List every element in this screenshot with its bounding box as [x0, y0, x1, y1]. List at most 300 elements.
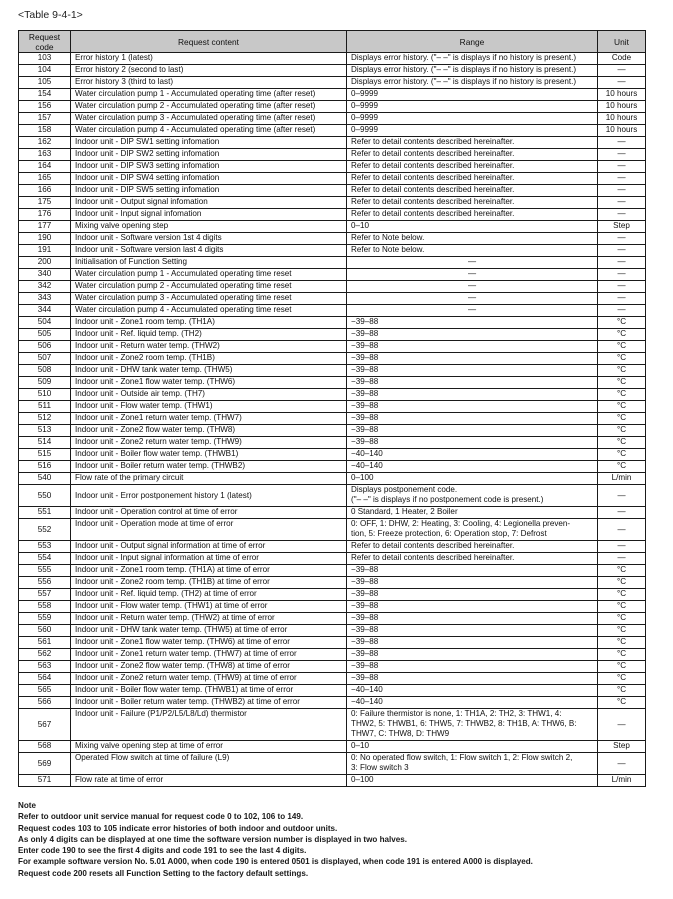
cell-request-content: Initialisation of Function Setting: [71, 257, 347, 269]
cell-unit: —: [598, 293, 646, 305]
cell-request-content: Indoor unit - Software version 1st 4 digits: [71, 233, 347, 245]
cell-request-content: Indoor unit - Zone1 room temp. (TH1A) at time of error: [71, 565, 347, 577]
cell-unit: °C: [598, 625, 646, 637]
cell-unit: —: [598, 137, 646, 149]
cell-unit: °C: [598, 697, 646, 709]
cell-request-code: 104: [19, 65, 71, 77]
cell-unit: °C: [598, 461, 646, 473]
cell-request-content: Indoor unit - Zone2 return water temp. (THW9) at time of error: [71, 673, 347, 685]
cell-request-content: Indoor unit - Ref. liquid temp. (TH2): [71, 329, 347, 341]
cell-request-code: 558: [19, 601, 71, 613]
cell-range: Refer to detail contents described hereinafter.: [347, 553, 598, 565]
cell-range: −39–88: [347, 437, 598, 449]
table-row: [19, 269, 646, 281]
cell-range: Refer to Note below.: [347, 245, 598, 257]
cell-range: −39–88: [347, 329, 598, 341]
cell-request-code: 571: [19, 775, 71, 787]
cell-range: Refer to detail contents described hereinafter.: [347, 149, 598, 161]
header-request-content: Request content: [71, 31, 347, 53]
cell-unit: —: [598, 65, 646, 77]
cell-range: Displays postponement code. ("– –" is displays if no postponement code is present.): [347, 485, 598, 507]
cell-request-content: Indoor unit - DHW tank water temp. (THW5): [71, 365, 347, 377]
cell-request-content: Error history 2 (second to last): [71, 65, 347, 77]
cell-request-content: Indoor unit - Boiler return water temp. (THWB2): [71, 461, 347, 473]
cell-request-code: 540: [19, 473, 71, 485]
cell-unit: —: [598, 281, 646, 293]
table-row: [19, 613, 646, 625]
cell-unit: °C: [598, 365, 646, 377]
cell-request-content: Indoor unit - Zone1 flow water temp. (THW6) at time of error: [71, 637, 347, 649]
cell-range: −39–88: [347, 613, 598, 625]
cell-request-content: Indoor unit - Boiler flow water temp. (THWB1) at time of error: [71, 685, 347, 697]
cell-range: −39–88: [347, 601, 598, 613]
cell-range: −39–88: [347, 637, 598, 649]
cell-request-content: Error history 3 (third to last): [71, 77, 347, 89]
table-row: [19, 473, 646, 485]
cell-unit: L/min: [598, 775, 646, 787]
cell-unit: —: [598, 173, 646, 185]
cell-request-content: Water circulation pump 1 - Accumulated operating time reset: [71, 269, 347, 281]
note-line: Request codes 103 to 105 indicate error histories of both indoor and outdoor units.: [18, 823, 338, 833]
cell-request-content: Flow rate of the primary circuit: [71, 473, 347, 485]
table-row: [19, 329, 646, 341]
cell-range: −39–88: [347, 625, 598, 637]
cell-range: Refer to detail contents described hereinafter.: [347, 209, 598, 221]
cell-request-content: Indoor unit - Operation control at time of error: [71, 507, 347, 519]
table-row: [19, 461, 646, 473]
cell-range: −40–140: [347, 685, 598, 697]
cell-request-code: 511: [19, 401, 71, 413]
cell-range: 0: OFF, 1: DHW, 2: Heating, 3: Cooling, 4: Legionella preven- tion, 5: Freeze protection, 6: Operation stop, 7: Defrost: [347, 519, 598, 541]
cell-unit: °C: [598, 661, 646, 673]
cell-request-content: Water circulation pump 2 - Accumulated operating time reset: [71, 281, 347, 293]
table-row: [19, 89, 646, 101]
cell-range: −39–88: [347, 401, 598, 413]
note-line: For example software version No. 5.01 A000, when code 190 is entered 0501 is displayed, when code 191 is entered A000 is displayed.: [18, 857, 533, 867]
cell-unit: Step: [598, 741, 646, 753]
cell-request-content: Indoor unit - Flow water temp. (THW1): [71, 401, 347, 413]
table-header-row: [19, 31, 646, 53]
cell-unit: °C: [598, 589, 646, 601]
cell-unit: °C: [598, 601, 646, 613]
note-line: Request code 200 resets all Function Setting to the factory default settings.: [18, 868, 309, 878]
cell-request-code: 165: [19, 173, 71, 185]
cell-unit: °C: [598, 649, 646, 661]
cell-unit: 10 hours: [598, 89, 646, 101]
cell-request-content: Indoor unit - DIP SW3 setting infomation: [71, 161, 347, 173]
cell-unit: —: [598, 305, 646, 317]
cell-unit: °C: [598, 637, 646, 649]
cell-request-content: Indoor unit - Zone2 room temp. (TH1B) at time of error: [71, 577, 347, 589]
cell-request-content: Indoor unit - Zone2 flow water temp. (THW8): [71, 425, 347, 437]
table-row: [19, 377, 646, 389]
cell-request-content: Indoor unit - Return water temp. (THW2) at time of error: [71, 613, 347, 625]
notes-section: [18, 800, 658, 879]
cell-range: Refer to detail contents described hereinafter.: [347, 161, 598, 173]
cell-range: −40–140: [347, 697, 598, 709]
cell-unit: °C: [598, 389, 646, 401]
cell-range: 0–10: [347, 221, 598, 233]
table-row: [19, 185, 646, 197]
cell-request-code: 514: [19, 437, 71, 449]
cell-request-content: Water circulation pump 2 - Accumulated operating time (after reset): [71, 101, 347, 113]
cell-request-content: Indoor unit - Output signal infomation: [71, 197, 347, 209]
cell-unit: Code: [598, 53, 646, 65]
table-row: [19, 649, 646, 661]
cell-request-code: 566: [19, 697, 71, 709]
table-row: [19, 113, 646, 125]
cell-request-code: 163: [19, 149, 71, 161]
cell-unit: —: [598, 269, 646, 281]
header-request-code-label: Request code: [28, 31, 61, 52]
cell-range: −39–88: [347, 425, 598, 437]
cell-request-code: 200: [19, 257, 71, 269]
cell-range: −39–88: [347, 589, 598, 601]
cell-request-content: Error history 1 (latest): [71, 53, 347, 65]
table-row: [19, 553, 646, 565]
cell-request-code: 553: [19, 541, 71, 553]
table-row: [19, 389, 646, 401]
cell-range: 0: No operated flow switch, 1: Flow switch 1, 2: Flow switch 2, 3: Flow switch 3: [347, 753, 598, 775]
cell-request-content: Indoor unit - Outside air temp. (TH7): [71, 389, 347, 401]
cell-unit: —: [598, 709, 646, 741]
cell-request-content: Indoor unit - Zone1 return water temp. (THW7): [71, 413, 347, 425]
cell-request-code: 105: [19, 77, 71, 89]
table-row: [19, 637, 646, 649]
table-row: [19, 449, 646, 461]
cell-request-code: 563: [19, 661, 71, 673]
cell-request-content: Indoor unit - Zone1 return water temp. (THW7) at time of error: [71, 649, 347, 661]
cell-unit: °C: [598, 673, 646, 685]
cell-request-code: 177: [19, 221, 71, 233]
table-row: [19, 245, 646, 257]
cell-unit: —: [598, 753, 646, 775]
cell-request-code: 166: [19, 185, 71, 197]
cell-request-content: Indoor unit - Operation mode at time of error: [71, 519, 347, 541]
cell-request-content: Indoor unit - Software version last 4 digits: [71, 245, 347, 257]
cell-unit: °C: [598, 377, 646, 389]
cell-request-code: 562: [19, 649, 71, 661]
cell-request-code: 569: [19, 753, 71, 775]
cell-range: 0–9999: [347, 101, 598, 113]
cell-unit: —: [598, 519, 646, 541]
cell-unit: —: [598, 257, 646, 269]
table-row: [19, 625, 646, 637]
cell-unit: —: [598, 77, 646, 89]
table-row: [19, 305, 646, 317]
cell-request-content: Indoor unit - Error postponement history 1 (latest): [71, 485, 347, 507]
table-row: [19, 281, 646, 293]
table-row: [19, 661, 646, 673]
cell-range: —: [347, 269, 598, 281]
note-line: Refer to outdoor unit service manual for request code 0 to 102, 106 to 149.: [18, 812, 304, 822]
cell-request-content: Water circulation pump 4 - Accumulated operating time (after reset): [71, 125, 347, 137]
cell-request-code: 504: [19, 317, 71, 329]
cell-unit: 10 hours: [598, 101, 646, 113]
cell-range: −39–88: [347, 341, 598, 353]
cell-request-code: 555: [19, 565, 71, 577]
table-row: [19, 413, 646, 425]
cell-request-code: 513: [19, 425, 71, 437]
table-row: [19, 697, 646, 709]
cell-range: Displays error history. ("– –" is displays if no history is present.): [347, 65, 598, 77]
cell-request-content: Indoor unit - Flow water temp. (THW1) at time of error: [71, 601, 347, 613]
cell-request-content: Indoor unit - Zone2 flow water temp. (THW8) at time of error: [71, 661, 347, 673]
cell-unit: —: [598, 185, 646, 197]
cell-request-code: 516: [19, 461, 71, 473]
table-row: [19, 293, 646, 305]
cell-unit: °C: [598, 613, 646, 625]
cell-unit: L/min: [598, 473, 646, 485]
cell-request-code: 506: [19, 341, 71, 353]
cell-unit: —: [598, 553, 646, 565]
table-row: [19, 101, 646, 113]
cell-request-content: Mixing valve opening step: [71, 221, 347, 233]
cell-request-content: Indoor unit - DIP SW5 setting infomation: [71, 185, 347, 197]
cell-request-code: 550: [19, 485, 71, 507]
table-row: [19, 519, 646, 541]
cell-range: Displays error history. ("– –" is displays if no history is present.): [347, 53, 598, 65]
table-row: [19, 437, 646, 449]
cell-unit: —: [598, 233, 646, 245]
cell-request-content: Indoor unit - Zone1 room temp. (TH1A): [71, 317, 347, 329]
cell-request-code: 162: [19, 137, 71, 149]
cell-request-content: Indoor unit - Zone2 room temp. (TH1B): [71, 353, 347, 365]
cell-unit: —: [598, 485, 646, 507]
table-row: [19, 233, 646, 245]
cell-range: −39–88: [347, 661, 598, 673]
header-request-code: [19, 31, 71, 53]
cell-range: 0–100: [347, 775, 598, 787]
cell-request-code: 508: [19, 365, 71, 377]
table-row: [19, 341, 646, 353]
table-row: [19, 257, 646, 269]
table-row: [19, 485, 646, 507]
cell-range: 0–9999: [347, 125, 598, 137]
cell-range: Refer to detail contents described hereinafter.: [347, 197, 598, 209]
cell-unit: —: [598, 197, 646, 209]
table-row: [19, 149, 646, 161]
cell-request-code: 103: [19, 53, 71, 65]
cell-request-content: Indoor unit - DIP SW2 setting infomation: [71, 149, 347, 161]
cell-request-content: Indoor unit - Return water temp. (THW2): [71, 341, 347, 353]
cell-request-code: 343: [19, 293, 71, 305]
cell-request-code: 559: [19, 613, 71, 625]
cell-unit: °C: [598, 565, 646, 577]
table-row: [19, 673, 646, 685]
table-row: [19, 197, 646, 209]
cell-request-code: 176: [19, 209, 71, 221]
cell-unit: —: [598, 161, 646, 173]
cell-request-code: 342: [19, 281, 71, 293]
cell-unit: 10 hours: [598, 113, 646, 125]
cell-range: −39–88: [347, 377, 598, 389]
cell-request-code: 554: [19, 553, 71, 565]
cell-request-code: 557: [19, 589, 71, 601]
cell-request-code: 190: [19, 233, 71, 245]
header-range: Range: [347, 31, 598, 53]
cell-request-code: 340: [19, 269, 71, 281]
cell-range: —: [347, 257, 598, 269]
cell-unit: °C: [598, 425, 646, 437]
cell-request-content: Indoor unit - Output signal information at time of error: [71, 541, 347, 553]
cell-unit: —: [598, 209, 646, 221]
cell-range: 0–100: [347, 473, 598, 485]
table-row: [19, 365, 646, 377]
cell-unit: °C: [598, 401, 646, 413]
cell-request-code: 556: [19, 577, 71, 589]
cell-request-content: Indoor unit - Input signal infomation: [71, 209, 347, 221]
cell-unit: —: [598, 541, 646, 553]
cell-request-code: 175: [19, 197, 71, 209]
cell-request-code: 344: [19, 305, 71, 317]
cell-range: 0–9999: [347, 89, 598, 101]
table-row: [19, 685, 646, 697]
cell-unit: —: [598, 507, 646, 519]
cell-request-code: 560: [19, 625, 71, 637]
table-row: [19, 209, 646, 221]
cell-range: Refer to detail contents described hereinafter.: [347, 185, 598, 197]
table-row: [19, 173, 646, 185]
cell-request-code: 512: [19, 413, 71, 425]
cell-unit: 10 hours: [598, 125, 646, 137]
cell-request-code: 191: [19, 245, 71, 257]
table-row: [19, 577, 646, 589]
table-row: [19, 125, 646, 137]
cell-request-content: Indoor unit - DHW tank water temp. (THW5) at time of error: [71, 625, 347, 637]
cell-request-content: Indoor unit - Input signal information at time of error: [71, 553, 347, 565]
cell-request-content: Mixing valve opening step at time of error: [71, 741, 347, 753]
cell-request-content: Indoor unit - DIP SW1 setting infomation: [71, 137, 347, 149]
table-row: [19, 507, 646, 519]
cell-request-code: 157: [19, 113, 71, 125]
cell-range: −39–88: [347, 389, 598, 401]
cell-range: −40–140: [347, 449, 598, 461]
cell-range: −39–88: [347, 577, 598, 589]
table-row: [19, 709, 646, 741]
cell-request-content: Water circulation pump 3 - Accumulated operating time reset: [71, 293, 347, 305]
table-row: [19, 741, 646, 753]
request-code-table: [18, 30, 646, 787]
cell-request-code: 552: [19, 519, 71, 541]
table-row: [19, 53, 646, 65]
cell-unit: °C: [598, 317, 646, 329]
cell-request-code: 164: [19, 161, 71, 173]
cell-request-code: 567: [19, 709, 71, 741]
cell-unit: Step: [598, 221, 646, 233]
cell-unit: °C: [598, 449, 646, 461]
note-line: Enter code 190 to see the first 4 digits and code 191 to see the last 4 digits.: [18, 846, 307, 856]
cell-request-code: 515: [19, 449, 71, 461]
table-row: [19, 753, 646, 775]
cell-range: 0–9999: [347, 113, 598, 125]
cell-request-content: Indoor unit - Boiler return water temp. (THWB2) at time of error: [71, 697, 347, 709]
cell-request-code: 510: [19, 389, 71, 401]
cell-range: −39–88: [347, 673, 598, 685]
table-row: [19, 161, 646, 173]
table-row: [19, 589, 646, 601]
cell-range: −39–88: [347, 365, 598, 377]
cell-range: Refer to detail contents described hereinafter.: [347, 173, 598, 185]
notes-title: Note: [18, 801, 36, 810]
cell-request-code: 158: [19, 125, 71, 137]
cell-request-code: 505: [19, 329, 71, 341]
cell-range: −40–140: [347, 461, 598, 473]
cell-unit: °C: [598, 353, 646, 365]
cell-range: −39–88: [347, 353, 598, 365]
cell-range: Displays error history. ("– –" is displays if no history is present.): [347, 77, 598, 89]
cell-request-content: Water circulation pump 1 - Accumulated operating time (after reset): [71, 89, 347, 101]
table-row: [19, 565, 646, 577]
cell-range: 0–10: [347, 741, 598, 753]
table-caption: <Table 9-4-1>: [18, 9, 83, 21]
table-body: [19, 53, 646, 787]
table-row: [19, 353, 646, 365]
cell-range: −39–88: [347, 413, 598, 425]
cell-range: Refer to detail contents described hereinafter.: [347, 137, 598, 149]
cell-range: Refer to Note below.: [347, 233, 598, 245]
table-row: [19, 425, 646, 437]
cell-request-content: Indoor unit - Ref. liquid temp. (TH2) at time of error: [71, 589, 347, 601]
table-row: [19, 65, 646, 77]
cell-range: 0: Failure thermistor is none, 1: TH1A, 2: TH2, 3: THW1, 4: THW2, 5: THWB1, 6: THW5, 7: THWB2, 8: TH1B, A: THW6, B: THW7, C: THW8, D: THW9: [347, 709, 598, 741]
table-row: [19, 601, 646, 613]
cell-request-code: 561: [19, 637, 71, 649]
cell-range: Refer to detail contents described hereinafter.: [347, 541, 598, 553]
table-row: [19, 77, 646, 89]
note-line: As only 4 digits can be displayed at one time the software version number is displayed in two halves.: [18, 834, 408, 844]
cell-request-content: Water circulation pump 3 - Accumulated operating time (after reset): [71, 113, 347, 125]
cell-range: —: [347, 281, 598, 293]
cell-unit: °C: [598, 329, 646, 341]
cell-range: 0 Standard, 1 Heater, 2 Boiler: [347, 507, 598, 519]
cell-request-code: 507: [19, 353, 71, 365]
cell-request-content: Indoor unit - Zone2 return water temp. (THW9): [71, 437, 347, 449]
table-row: [19, 401, 646, 413]
cell-request-code: 156: [19, 101, 71, 113]
cell-request-code: 509: [19, 377, 71, 389]
cell-request-content: Indoor unit - Boiler flow water temp. (THWB1): [71, 449, 347, 461]
cell-request-code: 564: [19, 673, 71, 685]
cell-request-content: Operated Flow switch at time of failure (L9): [71, 753, 347, 775]
cell-request-content: Flow rate at time of error: [71, 775, 347, 787]
cell-unit: °C: [598, 413, 646, 425]
table-row: [19, 221, 646, 233]
cell-unit: °C: [598, 437, 646, 449]
cell-range: —: [347, 305, 598, 317]
cell-range: −39–88: [347, 317, 598, 329]
cell-range: −39–88: [347, 565, 598, 577]
table-row: [19, 541, 646, 553]
cell-request-code: 568: [19, 741, 71, 753]
cell-unit: °C: [598, 685, 646, 697]
table-row: [19, 137, 646, 149]
cell-request-content: Indoor unit - DIP SW4 setting infomation: [71, 173, 347, 185]
cell-unit: —: [598, 149, 646, 161]
table-row: [19, 317, 646, 329]
cell-request-code: 154: [19, 89, 71, 101]
cell-request-code: 551: [19, 507, 71, 519]
header-unit: Unit: [598, 31, 646, 53]
cell-range: —: [347, 293, 598, 305]
cell-request-content: Indoor unit - Zone1 flow water temp. (THW6): [71, 377, 347, 389]
cell-unit: °C: [598, 341, 646, 353]
table-row: [19, 775, 646, 787]
cell-range: −39–88: [347, 649, 598, 661]
cell-request-content: Indoor unit - Failure (P1/P2/L5/L8/Ld) thermistor: [71, 709, 347, 741]
cell-unit: °C: [598, 577, 646, 589]
cell-request-content: Water circulation pump 4 - Accumulated operating time reset: [71, 305, 347, 317]
